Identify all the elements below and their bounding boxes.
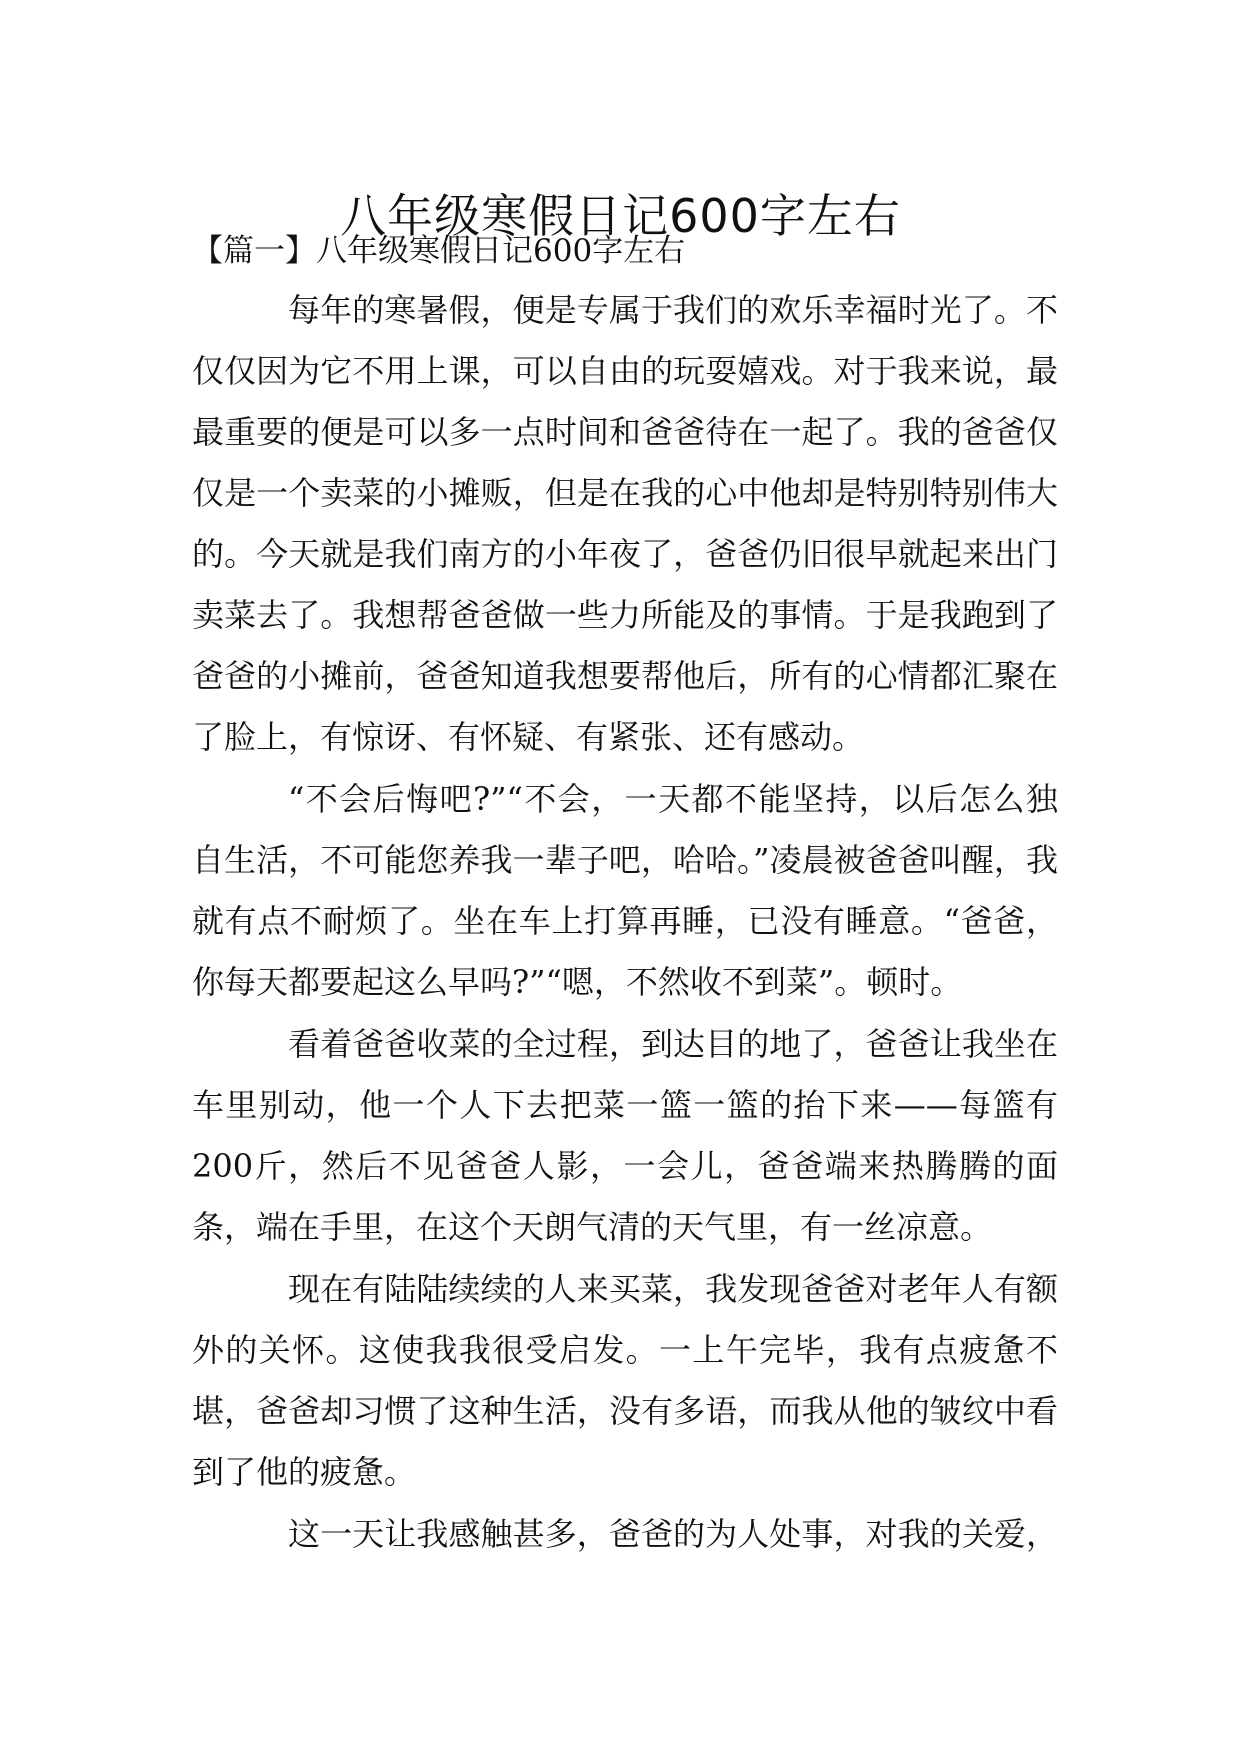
paragraph-5: 这一天让我感触甚多，爸爸的为人处事，对我的关爱， bbox=[288, 1515, 1058, 1553]
document-title: 八年级寒假日记600字左右 bbox=[340, 188, 901, 243]
article-body bbox=[192, 280, 1058, 1566]
paragraph-3: 看着爸爸收菜的全过程，到达目的地了，爸爸让我坐在车里别动，他一个人下去把菜一篮一篮的抬下来——每篮有200斤，然后不见爸爸人影，一会儿，爸爸端来热腾腾的面条，端在手里，在这个天朗气清的天气里，有一丝凉意。 bbox=[192, 1025, 1058, 1246]
paragraph-1: 每年的寒暑假，便是专属于我们的欢乐幸福时光了。不仅仅因为它不用上课，可以自由的玩耍嬉戏。对于我来说，最最重要的便是可以多一点时间和爸爸待在一起了。我的爸爸仅仅是一个卖菜的小摊贩，但是在我的心中他却是特别特别伟大的。今天就是我们南方的小年夜了，爸爸仍旧很早就起来出门卖菜去了。我想帮爸爸做一些力所能及的事情。于是我跑到了爸爸的小摊前，爸爸知道我想要帮他后，所有的心情都汇聚在了脸上，有惊讶、有怀疑、有紧张、还有感动。 bbox=[192, 291, 1058, 756]
paragraph-4: 现在有陆陆续续的人来买菜，我发现爸爸对老年人有额外的关怀。这使我我很受启发。一上午完毕，我有点疲惫不堪，爸爸却习惯了这种生活，没有多语，而我从他的皱纹中看到了他的疲惫。 bbox=[192, 1270, 1058, 1491]
section-heading: 【篇一】八年级寒假日记600字左右 bbox=[192, 233, 686, 269]
paragraph-2: “不会后悔吧?”“不会，一天都不能坚持，以后怎么独自生活，不可能您养我一辈子吧，哈哈。”凌晨被爸爸叫醒，我就有点不耐烦了。坐在车上打算再睡，已没有睡意。“爸爸，你每天都要起这么早吗?”“嗯，不然收不到菜”。顿时。 bbox=[192, 780, 1058, 1001]
